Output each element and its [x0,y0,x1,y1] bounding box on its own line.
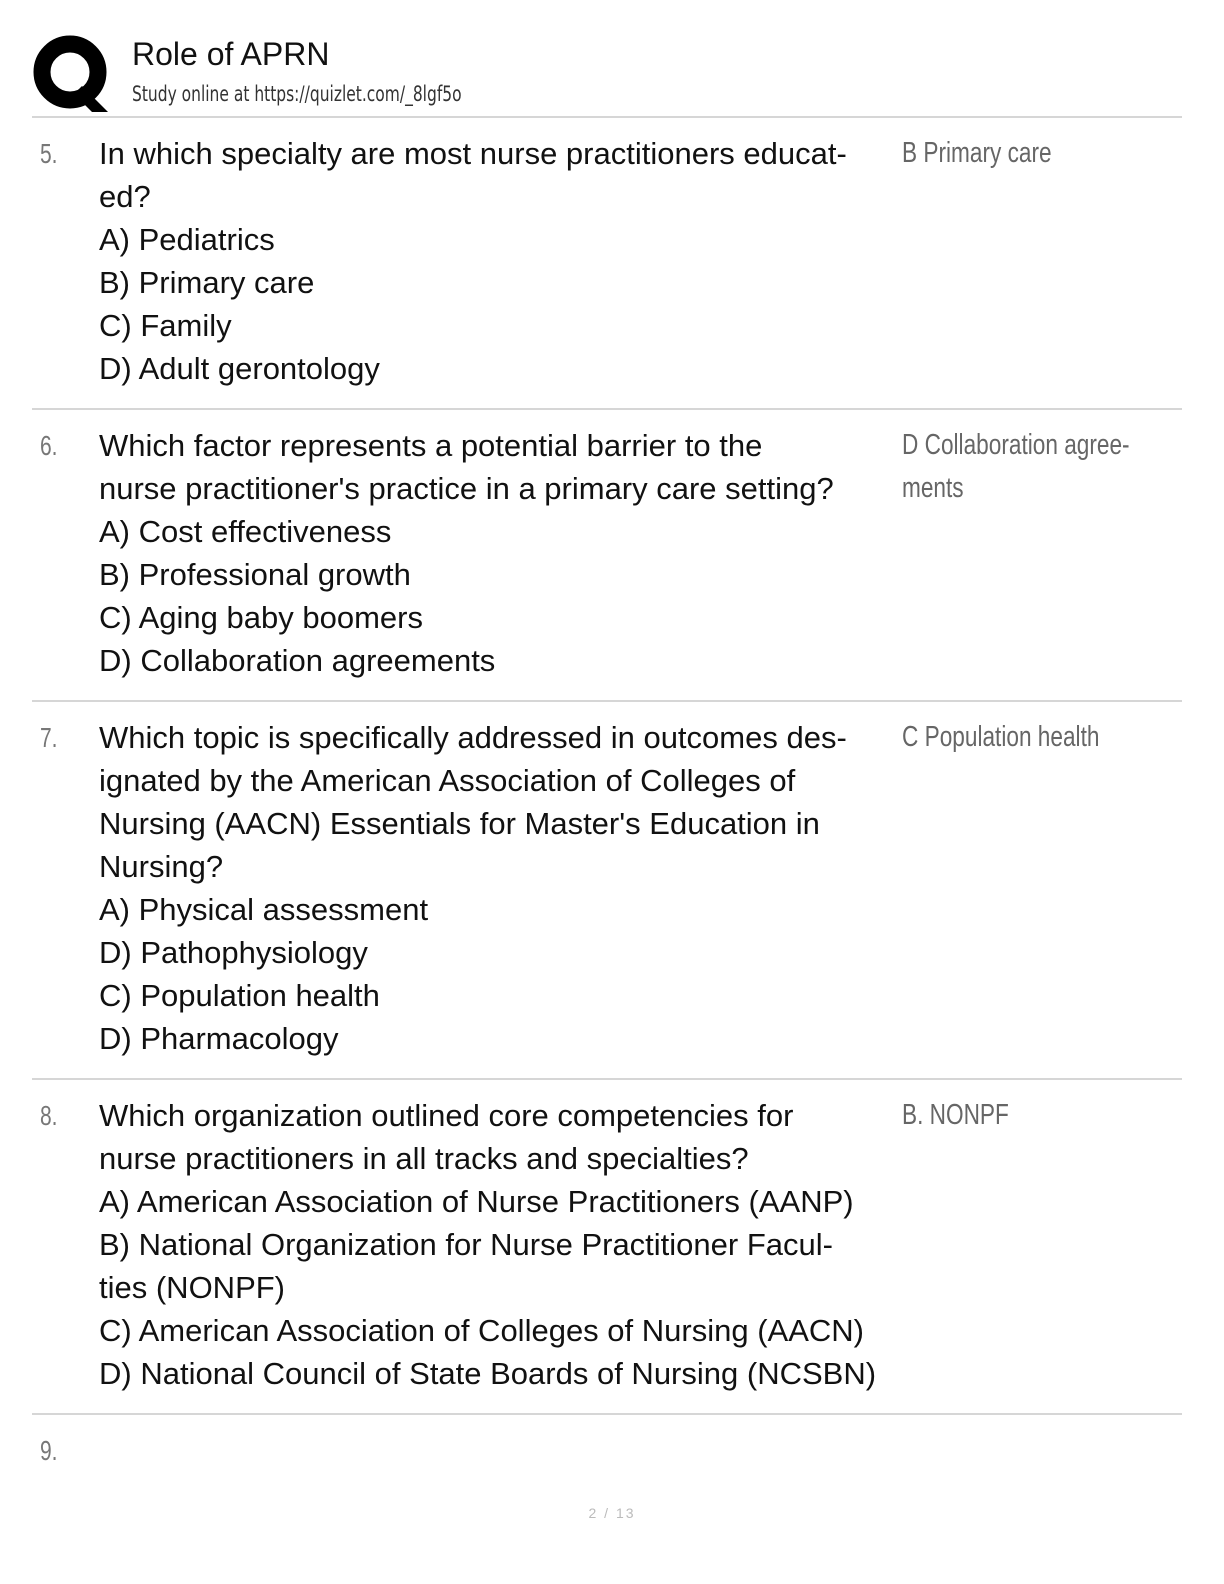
question-line: In which specialty are most nurse practitioners educat- [99,136,847,171]
quizlet-logo-icon [32,34,112,114]
question-line: ed? [99,179,151,214]
answer-text [902,424,1130,510]
card-number: 7. [40,722,58,753]
question-line: ignated by the American Association of Colleges of [99,763,796,798]
question-line: Which factor represents a potential barrier to the [99,428,763,463]
document-title: Role of APRN [132,36,330,72]
question-line: A) Physical assessment [99,892,429,927]
answer-line: D Collaboration agree- [902,429,1130,461]
card-number: 9. [40,1435,58,1466]
question-line: nurse practitioners in all tracks and specialties? [99,1141,749,1176]
question-line: C) Aging baby boomers [99,600,423,635]
flashcard [32,410,1182,702]
answer-text [902,132,1120,175]
question-line: Nursing (AACN) Essentials for Master's Education in [99,806,820,841]
question-line: C) Population health [99,978,380,1013]
page-header [32,34,1182,116]
flashcard [32,1080,1182,1415]
flashcard [32,1415,1182,1490]
flashcard-list [32,118,1182,1490]
card-number: 8. [40,1100,58,1131]
question-line: D) Adult gerontology [99,351,380,386]
study-online-link[interactable]: Study online at https://quizlet.com/_8lgf5o [132,82,462,106]
answer-line: ments [902,472,964,504]
question-line: D) Collaboration agreements [99,643,496,678]
card-number: 5. [40,138,58,169]
question-line: D) Pharmacology [99,1021,339,1056]
answer-line: B. NONPF [902,1099,1009,1131]
flashcard [32,118,1182,410]
answer-line: C Population health [902,721,1100,753]
question-text [99,1429,899,1472]
question-line: A) Cost effectiveness [99,514,392,549]
answer-text [902,716,1120,759]
question-line: B) Professional growth [99,557,411,592]
question-line: B) National Organization for Nurse Practitioner Facul- [99,1227,833,1262]
question-text [99,716,899,1060]
question-line: Which topic is specifically addressed in outcomes des- [99,720,847,755]
question-line: ties (NONPF) [99,1270,285,1305]
flashcard [32,702,1182,1080]
question-text [99,132,899,390]
question-text [99,424,899,682]
page-number: 2 / 13 [588,1505,636,1521]
answer-text [902,1094,1120,1137]
question-line: B) Primary care [99,265,315,300]
question-line: C) American Association of Colleges of Nursing (AACN) [99,1313,864,1348]
answer-line: B Primary care [902,137,1052,169]
question-line: Nursing? [99,849,224,884]
question-line: D) Pathophysiology [99,935,368,970]
question-line: A) American Association of Nurse Practitioners (AANP) [99,1184,854,1219]
card-number: 6. [40,430,58,461]
question-text [99,1094,899,1395]
question-line: Which organization outlined core competencies for [99,1098,794,1133]
question-line: nurse practitioner's practice in a primary care setting? [99,471,834,506]
question-line: D) National Council of State Boards of Nursing (NCSBN) [99,1356,877,1391]
question-line: A) Pediatrics [99,222,275,257]
question-line: C) Family [99,308,232,343]
